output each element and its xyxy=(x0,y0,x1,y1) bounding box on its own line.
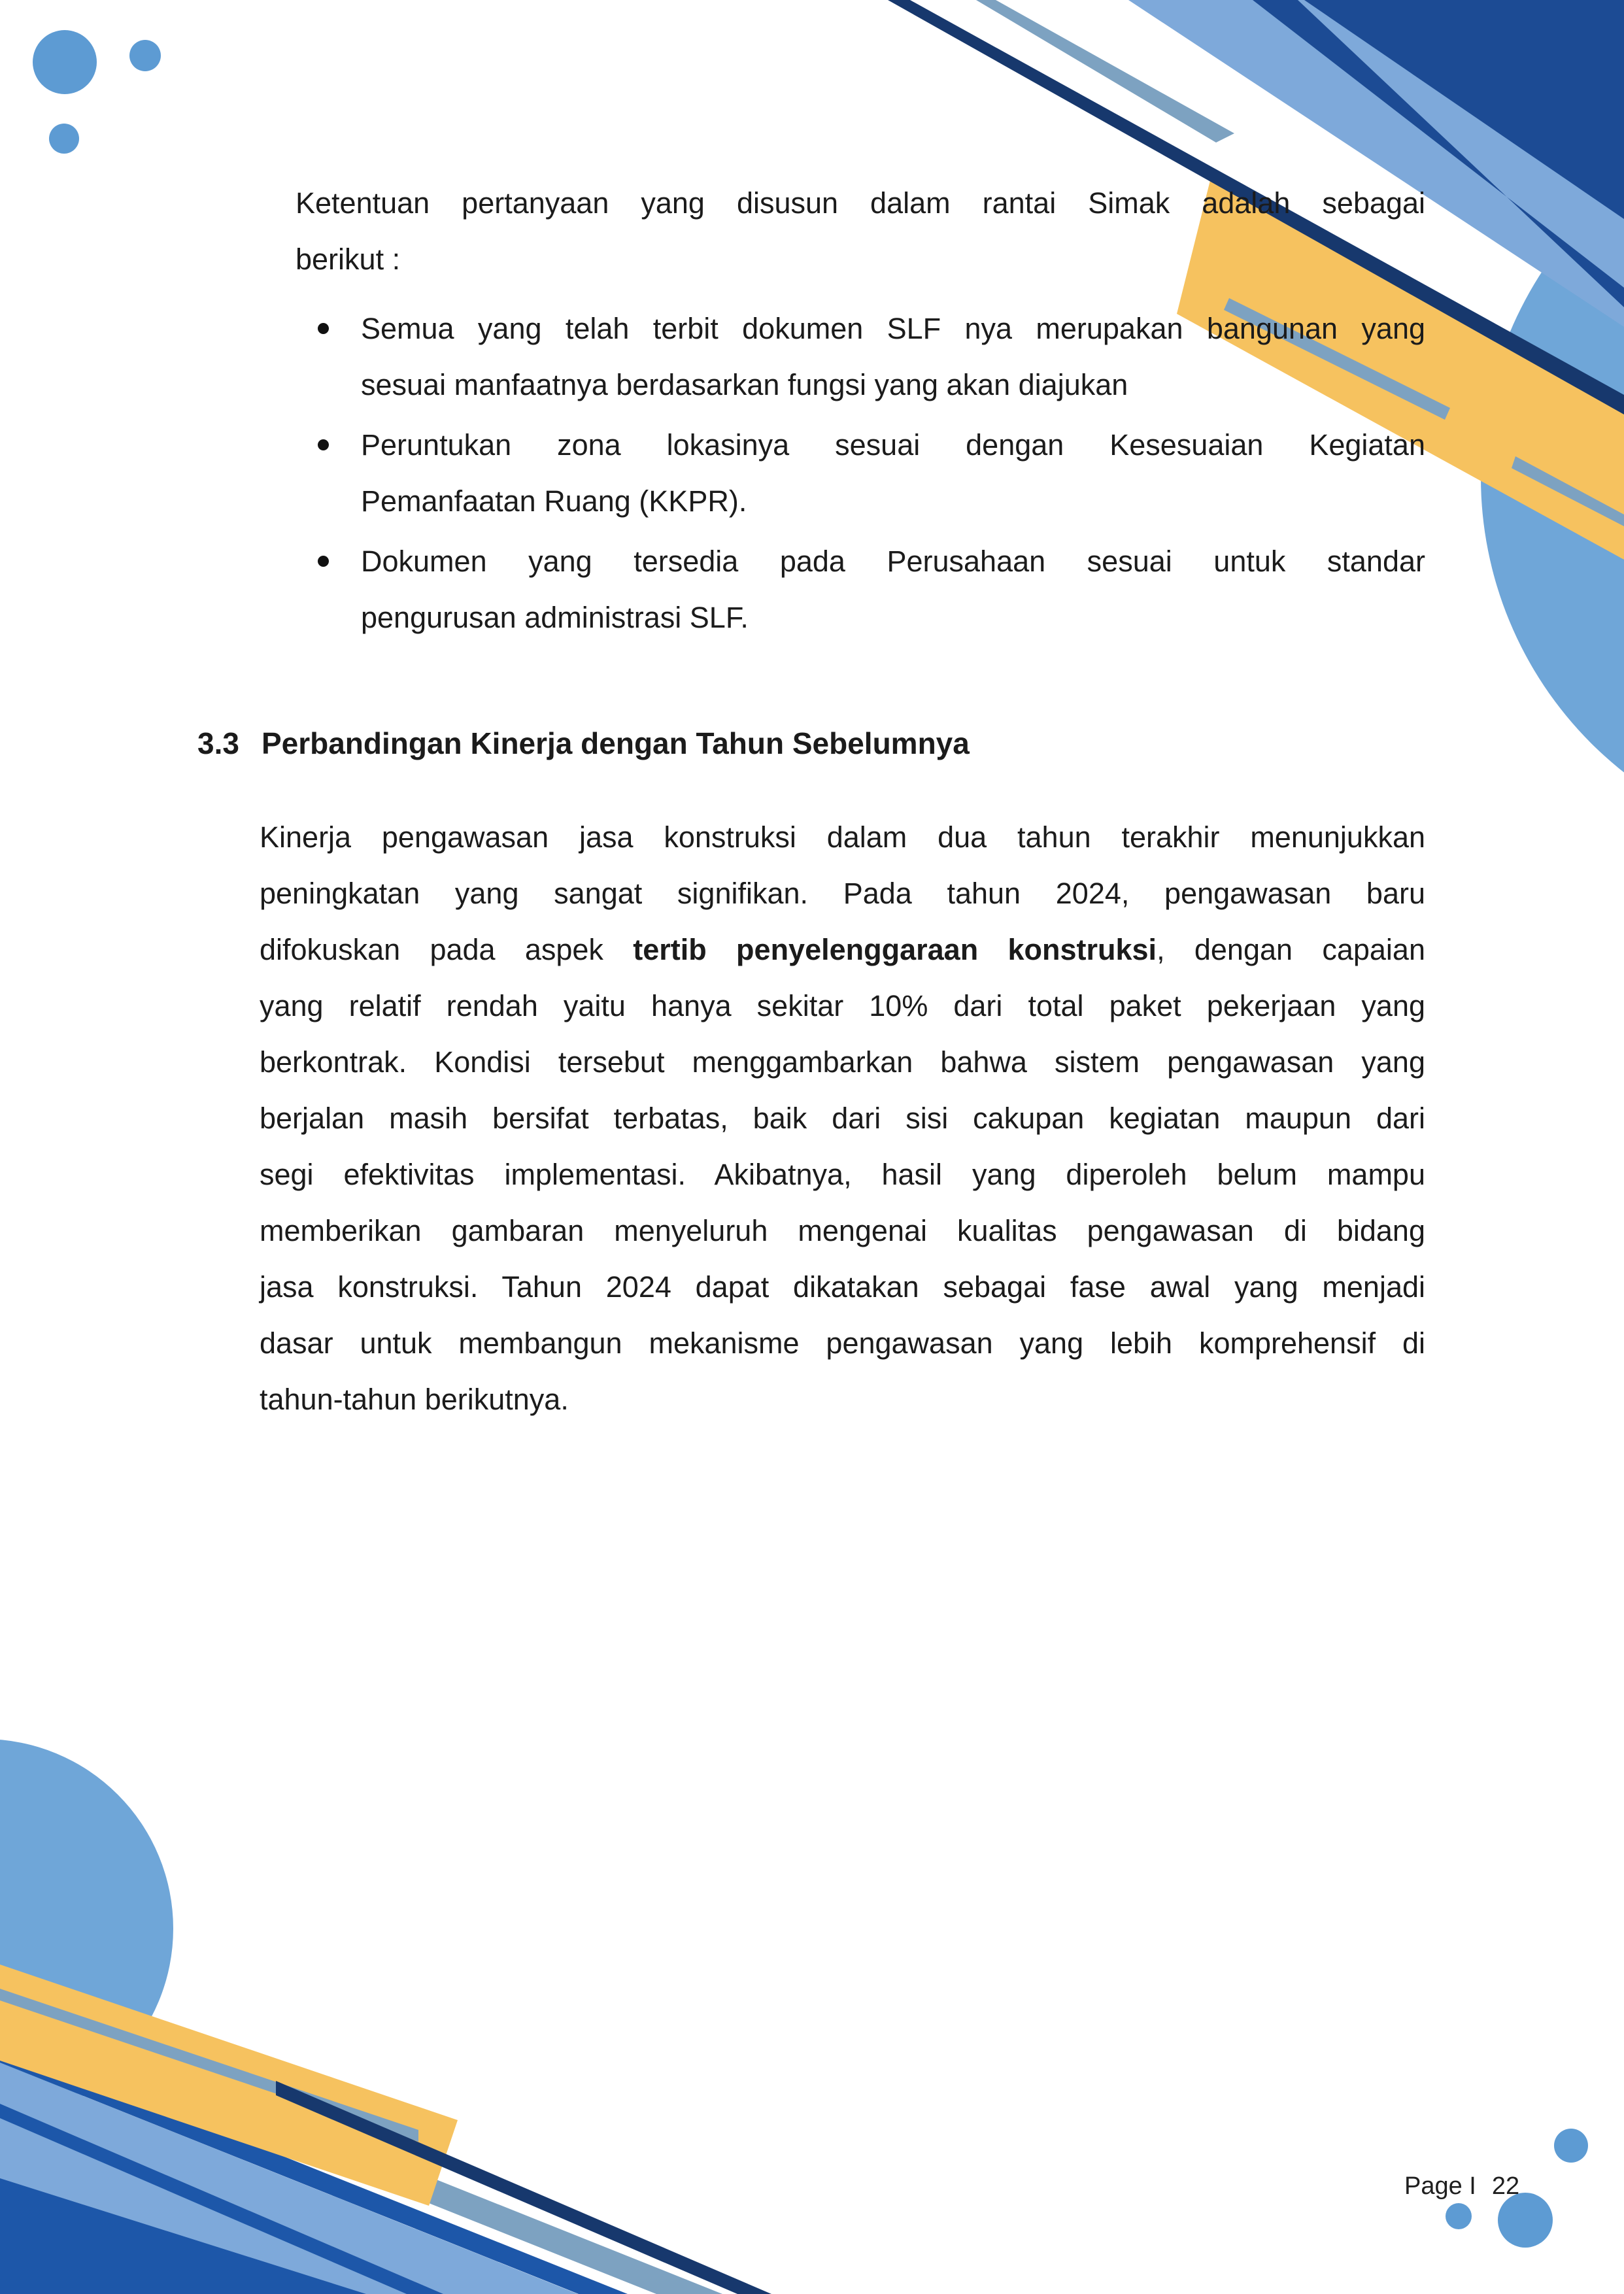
section-number: 3.3 xyxy=(197,726,239,760)
emphasis-text: tertib penyelenggaraan konstruksi xyxy=(633,933,1157,966)
page-label: Page I xyxy=(1404,2172,1476,2200)
page-footer xyxy=(1404,2172,1519,2201)
paragraph-line: pengurusan administrasi SLF. xyxy=(361,601,749,634)
section-heading xyxy=(197,724,1440,762)
list-item xyxy=(316,533,1425,646)
paragraph-line: tahun-tahun berikutnya. xyxy=(260,1383,569,1416)
paragraph-line: berkontrak. Kondisi tersebut menggambarkan bahwa sistem pengawasan yang xyxy=(260,1045,1425,1079)
bullet-list xyxy=(316,301,1425,650)
paragraph-line: jasa konstruksi. Tahun 2024 dapat dikatakan sebagai fase awal yang menjadi xyxy=(260,1270,1425,1304)
paragraph-line: memberikan gambaran menyeluruh mengenai kualitas pengawasan di bidang xyxy=(260,1214,1425,1247)
paragraph-line: Peruntukan zona lokasinya sesuai dengan Kesesuaian Kegiatan xyxy=(361,428,1425,462)
circle-shape xyxy=(129,40,161,71)
paragraph-line: Ketentuan pertanyaan yang disusun dalam rantai Simak adalah sebagai xyxy=(296,186,1425,220)
circle-shape xyxy=(1554,2129,1588,2163)
section-title: Perbandingan Kinerja dengan Tahun Sebelumnya xyxy=(261,726,970,760)
circle-shape xyxy=(1446,2203,1472,2229)
paragraph-line: dasar untuk membangun mekanisme pengawasan yang lebih komprehensif di xyxy=(260,1326,1425,1360)
bullet-dot-icon xyxy=(318,439,329,450)
paragraph-line: Semua yang telah terbit dokumen SLF nya merupakan bangunan yang xyxy=(361,312,1425,345)
bullet-dot-icon xyxy=(318,556,329,567)
list-item xyxy=(316,417,1425,530)
circle-shape xyxy=(49,124,79,154)
circle-shape xyxy=(33,30,97,94)
intro-paragraph xyxy=(296,175,1425,288)
circle-shape xyxy=(1498,2193,1553,2248)
paragraph-line: berjalan masih bersifat terbatas, baik dari sisi cakupan kegiatan maupun dari xyxy=(260,1102,1425,1135)
paragraph-line: Pemanfaatan Ruang (KKPR). xyxy=(361,484,747,518)
paragraph-line: Dokumen yang tersedia pada Perusahaan sesuai untuk standar xyxy=(361,545,1425,578)
paragraph-line: Kinerja pengawasan jasa konstruksi dalam dua tahun terakhir menunjukkan xyxy=(260,820,1425,854)
paragraph-line: segi efektivitas implementasi. Akibatnya, hasil yang diperoleh belum mampu xyxy=(260,1158,1425,1191)
paragraph-line: peningkatan yang sangat signifikan. Pada tahun 2024, pengawasan baru xyxy=(260,877,1425,910)
line-text: , dengan capaian xyxy=(1157,933,1425,966)
paragraph-line: sesuai manfaatnya berdasarkan fungsi yang akan diajukan xyxy=(361,368,1128,401)
body-paragraph xyxy=(260,809,1425,1428)
line-text: difokuskan pada aspek xyxy=(260,933,634,966)
bottom-left-corner-decoration xyxy=(0,1667,1111,2294)
paragraph-line: yang relatif rendah yaitu hanya sekitar 10% dari total paket pekerjaan yang xyxy=(260,989,1425,1022)
list-item xyxy=(316,301,1425,413)
page-number: 22 xyxy=(1491,2172,1520,2200)
paragraph-line xyxy=(260,922,1425,978)
paragraph-line: berikut : xyxy=(296,243,401,276)
bullet-dot-icon xyxy=(318,323,329,334)
top-left-circles-decoration xyxy=(0,0,196,183)
